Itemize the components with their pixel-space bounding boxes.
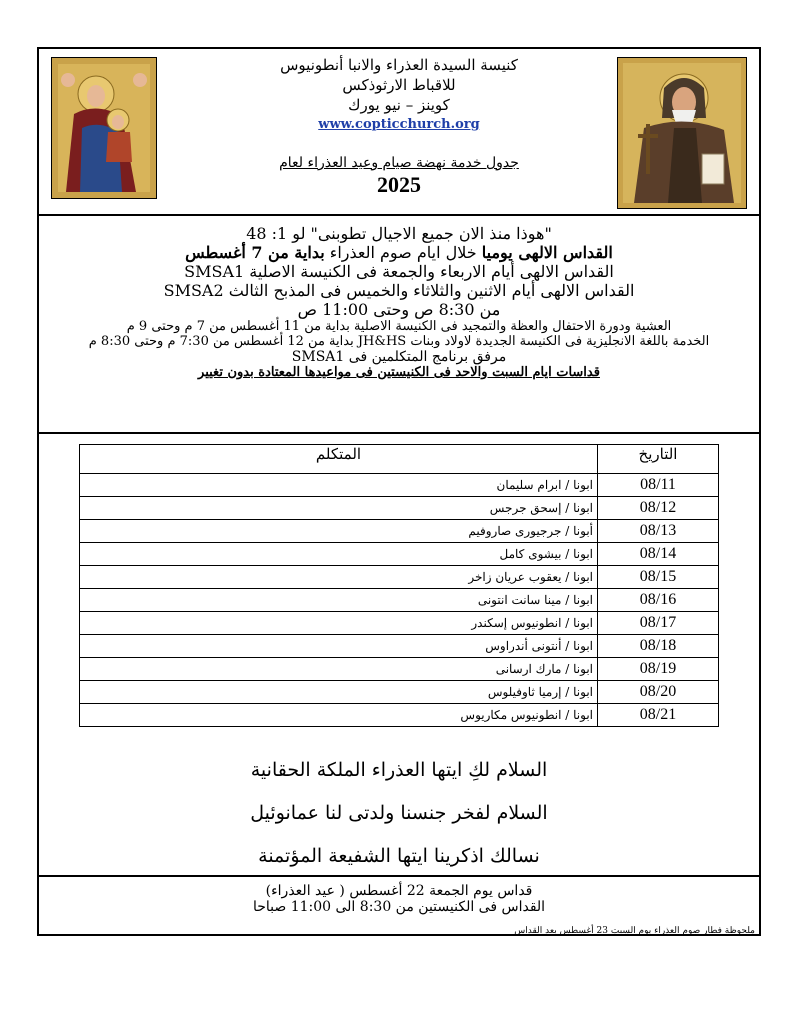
church-denomination: للاقباط الارثوذكس xyxy=(342,76,456,94)
website-link[interactable]: www.copticchurch.org xyxy=(318,117,480,132)
row-speaker: ابونا / انطونيوس إسكندر xyxy=(80,612,598,635)
liturgy-time: من 8:30 ص وحتى 11:00 ص xyxy=(297,300,501,319)
row-speaker: ابونا / مينا سانت انتونى xyxy=(80,589,598,612)
church-name: كنيسة السيدة العذراء والانبا أنطونيوس xyxy=(280,56,518,74)
prayer-line: نسالك اذكرينا ايتها الشفيعة المؤتمنة xyxy=(258,845,540,867)
church-location: كوينز – نيو يورك xyxy=(348,96,450,114)
row-speaker: ابونا / يعقوب عريان زاخر xyxy=(80,566,598,589)
table-row xyxy=(80,543,719,566)
table-row xyxy=(80,635,719,658)
page-frame xyxy=(37,47,761,936)
info-section xyxy=(39,214,759,434)
virgin-mary-icon-art xyxy=(52,58,156,198)
saint-anthony-icon xyxy=(617,57,747,209)
table-row xyxy=(80,497,719,520)
table-row xyxy=(80,520,719,543)
feast-liturgy: قداس يوم الجمعة 22 أغسطس ( عيد العذراء) xyxy=(265,883,533,899)
row-speaker: ابونا / ابرام سليمان xyxy=(80,474,598,497)
header-text xyxy=(209,55,589,195)
daily-liturgy-line xyxy=(39,243,759,262)
daily-liturgy-mid: خلال ايام صوم العذراء xyxy=(324,243,482,262)
row-speaker: ابونا / إرميا ثاوفيلوس xyxy=(80,681,598,704)
header xyxy=(39,49,759,216)
row-speaker: أبونا / جرجيورى صاروفيم xyxy=(80,520,598,543)
row-date: 08/20 xyxy=(598,681,719,704)
table-row xyxy=(80,704,719,727)
row-speaker: ابونا / أنتونى أندراوس xyxy=(80,635,598,658)
row-speaker: ابونا / بيشوى كامل xyxy=(80,543,598,566)
speaker-column-header: المتكلم xyxy=(80,445,598,474)
table-row xyxy=(80,589,719,612)
wed-fri-liturgy: القداس الالهى أيام الاربعاء والجمعة فى الكنيسة الاصلية SMSA1 xyxy=(184,262,614,281)
row-date: 08/17 xyxy=(598,612,719,635)
english-service: الخدمة باللغة الانجليزية فى الكنيسة الجديدة لاولاد وبنات JH&HS بداية من 12 أغسطس من 7:30 م وحتى 8:30 م xyxy=(88,334,710,349)
daily-liturgy-start: بداية من 7 أغسطس xyxy=(185,243,325,262)
table-row xyxy=(80,658,719,681)
table-header-row xyxy=(80,445,719,474)
feast-time: القداس فى الكنيستين من 8:30 الى 11:00 صباحا xyxy=(252,899,546,915)
row-date: 08/19 xyxy=(598,658,719,681)
prayer-line: السلام لفخر جنسنا ولدتى لنا عمانوئيل xyxy=(250,802,548,824)
table-row xyxy=(80,474,719,497)
row-date: 08/13 xyxy=(598,520,719,543)
schedule-year: 2025 xyxy=(377,172,421,197)
daily-liturgy-bold: القداس الالهى يوميا xyxy=(481,243,613,262)
row-speaker: ابونا / انطونيوس مكاريوس xyxy=(80,704,598,727)
row-date: 08/16 xyxy=(598,589,719,612)
row-date: 08/14 xyxy=(598,543,719,566)
table-row xyxy=(80,612,719,635)
row-date: 08/18 xyxy=(598,635,719,658)
saint-anthony-icon-art xyxy=(618,58,746,208)
row-date: 08/15 xyxy=(598,566,719,589)
schedule-subtitle: جدول خدمة نهضة صيام وعيد العذراء لعام xyxy=(279,155,519,171)
table-body xyxy=(80,474,719,727)
table-row xyxy=(80,566,719,589)
evening-service: العشية ودورة الاحتفال والعظة والتمجيد فى الكنيسة الاصلية بداية من 11 أغسطس من 7 م وحتى 9 م xyxy=(126,319,672,334)
row-date: 08/11 xyxy=(598,474,719,497)
speakers-note: مرفق برنامج المتكلمين فى SMSA1 xyxy=(291,349,507,365)
row-date: 08/21 xyxy=(598,704,719,727)
prayer-line: السلام لكِ ايتها العذراء الملكة الحقانية xyxy=(250,759,548,781)
verse: "هوذا منذ الان جميع الاجيال تطوبنى" لو 1: 48 xyxy=(246,224,552,243)
speakers-table xyxy=(79,444,719,727)
footer xyxy=(39,875,759,938)
row-speaker: ابونا / مارك ارسانى xyxy=(80,658,598,681)
date-column-header: التاريخ xyxy=(598,445,719,474)
mon-tue-thu-liturgy: القداس الالهى أيام الاثنين والثلاثاء والخميس فى المذبح الثالث SMSA2 xyxy=(163,281,635,300)
table-row xyxy=(80,681,719,704)
row-speaker: ابونا / إسحق جرجس xyxy=(80,497,598,520)
weekend-note: قداسات ايام السبت والاحد فى الكنيستين فى مواعيدها المعتادة بدون تغيير xyxy=(198,365,600,380)
virgin-mary-icon xyxy=(51,57,157,199)
row-date: 08/12 xyxy=(598,497,719,520)
prayers xyxy=(39,749,759,878)
footer-note: ملحوظة فطار صوم العذراء يوم السبت 23 أغسطس بعد القداس xyxy=(514,926,755,936)
